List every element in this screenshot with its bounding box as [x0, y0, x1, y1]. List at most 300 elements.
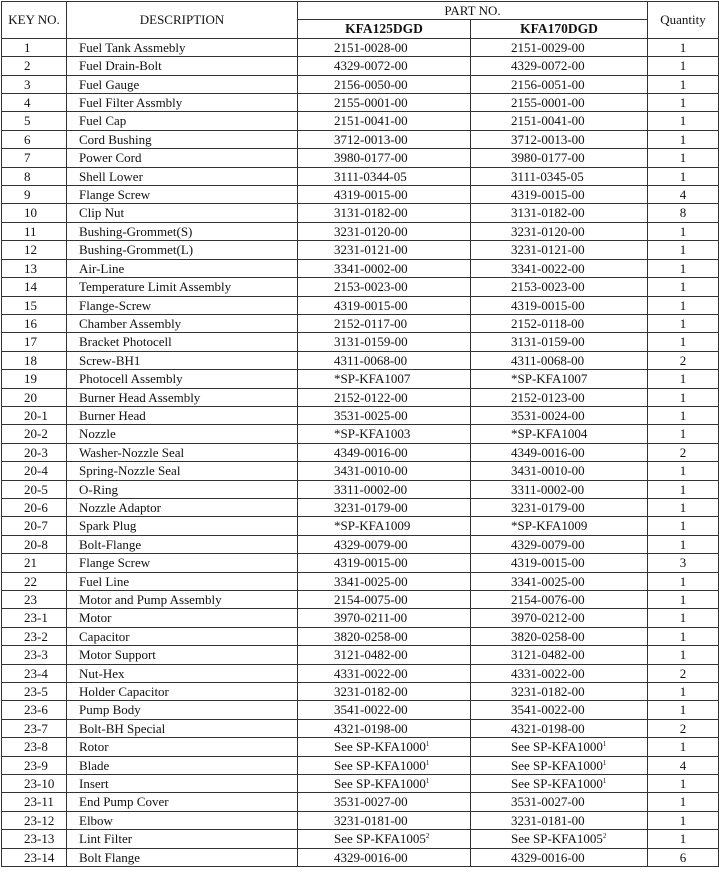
key-no-cell [2, 333, 67, 351]
part-kfa125dgd-cell-text: 3820-0258-00 [334, 628, 408, 644]
quantity-cell-text: 1 [679, 95, 687, 111]
part-kfa170dgd-cell [471, 38, 648, 56]
description-cell-text: Bushing-Grommet(S) [79, 223, 193, 239]
quantity-cell-text: 2 [679, 444, 687, 460]
description-cell-text: Flange-Screw [79, 297, 152, 313]
description-cell [67, 149, 298, 167]
key-no-cell-text: 7 [24, 150, 31, 166]
description-cell [67, 94, 298, 112]
part-kfa125dgd-cell [298, 701, 471, 719]
description-cell [67, 296, 298, 314]
description-cell-text: Elbow [79, 812, 113, 828]
key-no-cell [2, 149, 67, 167]
table-row [2, 241, 719, 259]
table-row [2, 462, 719, 480]
quantity-cell [648, 793, 719, 811]
description-cell-text: Fuel Cap [79, 113, 127, 129]
part-kfa125dgd-cell-text: 4319-0015-00 [334, 297, 408, 313]
table-row [2, 222, 719, 240]
part-kfa125dgd-cell-text: 3341-0002-00 [334, 260, 408, 276]
table-row [2, 149, 719, 167]
part-kfa170dgd-cell [471, 204, 648, 222]
key-no-cell-text: 20-8 [24, 536, 48, 552]
model-kfa125dgd-header: KFA125DGD [298, 20, 471, 38]
quantity-cell-text: 1 [679, 481, 687, 497]
quantity-cell [648, 333, 719, 351]
description-cell-text: Nozzle Adaptor [79, 499, 161, 515]
description-cell-text: Fuel Line [79, 573, 130, 589]
part-kfa170dgd-cell [471, 609, 648, 627]
part-kfa170dgd-cell-text: 3231-0121-00 [511, 242, 585, 258]
key-no-cell-text: 21 [24, 555, 37, 571]
key-no-cell [2, 296, 67, 314]
part-kfa170dgd-cell-text: See SP-KFA1000 [511, 739, 603, 755]
part-kfa125dgd-cell [298, 443, 471, 461]
part-kfa125dgd-cell [298, 38, 471, 56]
part-kfa170dgd-cell-text: 3531-0024-00 [511, 407, 585, 423]
quantity-cell [648, 425, 719, 443]
key-no-cell-text: 23-6 [24, 702, 48, 718]
description-cell-text: Motor [79, 610, 112, 626]
description-cell [67, 241, 298, 259]
description-cell-text: Chamber Assembly [79, 315, 182, 331]
key-no-cell [2, 775, 67, 793]
quantity-cell [648, 609, 719, 627]
key-no-cell-text: 20-3 [24, 444, 48, 460]
part-kfa125dgd-cell-text: 4319-0015-00 [334, 187, 408, 203]
part-kfa170dgd-cell-text: 3231-0181-00 [511, 812, 585, 828]
part-kfa125dgd-cell [298, 609, 471, 627]
part-kfa170dgd-cell-text: 2153-0023-00 [511, 279, 585, 295]
part-kfa170dgd-cell-text: 3431-0010-00 [511, 463, 585, 479]
part-kfa170dgd-cell-text: 4319-0015-00 [511, 555, 585, 571]
key-no-cell [2, 701, 67, 719]
quantity-cell [648, 756, 719, 774]
quantity-cell-text: 1 [679, 334, 687, 350]
part-kfa170dgd-cell-text: 4321-0198-00 [511, 720, 585, 736]
key-no-cell [2, 627, 67, 645]
quantity-cell-text: 2 [679, 720, 687, 736]
part-kfa125dgd-cell-text: 4311-0068-00 [334, 352, 408, 368]
part-kfa125dgd-cell [298, 683, 471, 701]
description-cell [67, 425, 298, 443]
table-row [2, 314, 719, 332]
part-kfa125dgd-cell [298, 793, 471, 811]
description-cell-text: Capacitor [79, 628, 130, 644]
table-row [2, 572, 719, 590]
key-no-cell-text: 23-2 [24, 628, 48, 644]
footnote-marker: 2 [602, 832, 607, 841]
description-cell-text: Bolt Flange [79, 849, 141, 865]
description-cell-text: Nozzle [79, 426, 116, 442]
part-kfa170dgd-cell-text: 3541-0022-00 [511, 702, 585, 718]
table-row [2, 517, 719, 535]
part-kfa170dgd-cell [471, 314, 648, 332]
description-cell [67, 683, 298, 701]
part-kfa125dgd-cell [298, 646, 471, 664]
description-cell-text: Motor Support [79, 647, 156, 663]
part-kfa125dgd-cell-text: 2151-0041-00 [334, 113, 408, 129]
part-kfa170dgd-cell [471, 591, 648, 609]
part-kfa170dgd-cell [471, 830, 648, 848]
description-cell-text: Holder Capacitor [79, 684, 169, 700]
part-kfa125dgd-cell-text: 3531-0027-00 [334, 794, 408, 810]
description-cell [67, 719, 298, 737]
key-no-cell-text: 23-12 [24, 812, 55, 828]
description-cell [67, 130, 298, 148]
part-kfa125dgd-cell [298, 333, 471, 351]
table-row [2, 609, 719, 627]
part-kfa125dgd-cell [298, 241, 471, 259]
description-cell [67, 75, 298, 93]
key-no-cell-text: 5 [24, 113, 31, 129]
description-cell-text: Fuel Drain-Bolt [79, 58, 162, 74]
part-kfa170dgd-cell-text: 4311-0068-00 [511, 352, 585, 368]
part-kfa170dgd-cell [471, 222, 648, 240]
quantity-cell [648, 259, 719, 277]
table-row [2, 296, 719, 314]
quantity-cell-text: 8 [679, 205, 687, 221]
description-cell-text: Pump Body [79, 702, 141, 718]
part-kfa125dgd-cell [298, 462, 471, 480]
part-kfa125dgd-cell-text: 4329-0079-00 [334, 536, 408, 552]
key-no-cell [2, 112, 67, 130]
quantity-cell [648, 664, 719, 682]
quantity-cell [648, 462, 719, 480]
part-kfa125dgd-cell-text: 2152-0117-00 [334, 315, 408, 331]
key-no-cell-text: 15 [24, 297, 37, 313]
key-no-cell [2, 683, 67, 701]
key-no-cell-text: 11 [24, 223, 37, 239]
key-no-cell [2, 94, 67, 112]
description-cell [67, 848, 298, 866]
quantity-cell-text: 1 [679, 831, 687, 847]
key-no-cell [2, 443, 67, 461]
part-kfa125dgd-cell-text: 3980-0177-00 [334, 150, 408, 166]
key-no-cell-text: 8 [24, 168, 31, 184]
part-kfa125dgd-cell [298, 627, 471, 645]
part-kfa170dgd-cell [471, 480, 648, 498]
parts-table [1, 1, 719, 867]
quantity-cell-text: 4 [679, 757, 687, 773]
description-cell [67, 811, 298, 829]
part-kfa170dgd-cell [471, 278, 648, 296]
description-cell-text: Lint Filter [79, 831, 133, 847]
part-kfa170dgd-cell-text: 2152-0123-00 [511, 389, 585, 405]
part-kfa125dgd-cell [298, 167, 471, 185]
quantity-cell [648, 314, 719, 332]
key-no-header: KEY NO. [2, 2, 67, 39]
quantity-cell-text: 1 [679, 499, 687, 515]
quantity-cell-text: 1 [679, 518, 687, 534]
quantity-cell-text: 1 [679, 76, 687, 92]
part-kfa170dgd-cell [471, 701, 648, 719]
description-cell [67, 370, 298, 388]
key-no-cell [2, 572, 67, 590]
part-kfa170dgd-cell [471, 75, 648, 93]
part-kfa125dgd-cell-text: 2152-0122-00 [334, 389, 408, 405]
description-cell-text: Power Cord [79, 150, 142, 166]
part-kfa170dgd-cell-text: See SP-KFA1000 [511, 776, 603, 792]
part-kfa125dgd-cell [298, 591, 471, 609]
part-kfa170dgd-cell [471, 241, 648, 259]
description-cell-text: Bracket Photocell [79, 334, 172, 350]
description-cell [67, 480, 298, 498]
description-cell [67, 627, 298, 645]
part-kfa125dgd-cell [298, 278, 471, 296]
quantity-cell [648, 572, 719, 590]
part-kfa170dgd-cell-text: *SP-KFA1004 [511, 426, 588, 442]
description-cell-text: Flange Screw [79, 555, 151, 571]
quantity-cell-text: 1 [679, 113, 687, 129]
quantity-cell-text: 1 [679, 168, 687, 184]
table-row [2, 112, 719, 130]
part-kfa170dgd-cell-text: 3311-0002-00 [511, 481, 585, 497]
part-kfa170dgd-cell-text: 3531-0027-00 [511, 794, 585, 810]
table-row [2, 738, 719, 756]
key-no-cell-text: 20-2 [24, 426, 48, 442]
part-kfa170dgd-cell [471, 572, 648, 590]
part-kfa170dgd-cell [471, 370, 648, 388]
part-kfa170dgd-cell [471, 554, 648, 572]
description-cell [67, 333, 298, 351]
key-no-cell-text: 6 [24, 131, 31, 147]
table-row [2, 627, 719, 645]
quantity-cell-text: 1 [679, 297, 687, 313]
part-kfa170dgd-cell-text: 3712-0013-00 [511, 131, 585, 147]
part-kfa170dgd-cell-text: 4331-0022-00 [511, 665, 585, 681]
part-kfa125dgd-cell-text: See SP-KFA1000 [334, 757, 426, 773]
description-cell-text: Bolt-BH Special [79, 720, 166, 736]
part-kfa170dgd-cell [471, 259, 648, 277]
description-cell [67, 609, 298, 627]
part-kfa170dgd-cell-text: See SP-KFA1000 [511, 757, 603, 773]
part-kfa170dgd-cell [471, 112, 648, 130]
description-cell [67, 664, 298, 682]
quantity-cell-text: 1 [679, 702, 687, 718]
part-kfa125dgd-cell [298, 572, 471, 590]
part-kfa125dgd-cell [298, 57, 471, 75]
key-no-cell [2, 167, 67, 185]
part-kfa125dgd-cell [298, 94, 471, 112]
key-no-cell-text: 13 [24, 260, 37, 276]
key-no-cell [2, 186, 67, 204]
quantity-cell-text: 2 [679, 352, 687, 368]
description-cell-text: Shell Lower [79, 168, 143, 184]
key-no-cell-text: 23 [24, 592, 37, 607]
footnote-marker: 1 [602, 777, 607, 786]
table-row [2, 388, 719, 406]
quantity-cell [648, 480, 719, 498]
description-cell [67, 535, 298, 553]
description-cell-text: Fuel Tank Assmebly [79, 39, 186, 55]
quantity-cell-text: 1 [679, 131, 687, 147]
quantity-cell-text: 3 [679, 555, 687, 571]
key-no-cell-text: 19 [24, 371, 37, 387]
description-cell [67, 351, 298, 369]
part-kfa125dgd-cell-text: 3131-0182-00 [334, 205, 408, 221]
quantity-cell [648, 775, 719, 793]
quantity-header: Quantity [648, 2, 719, 39]
description-cell-text: O-Ring [79, 481, 118, 497]
key-no-cell-text: 23-9 [24, 757, 48, 773]
table-row [2, 57, 719, 75]
description-cell [67, 775, 298, 793]
part-kfa125dgd-cell-text: 3970-0211-00 [334, 610, 408, 626]
part-kfa125dgd-cell-text: 4319-0015-00 [334, 555, 408, 571]
description-cell-text: Fuel Gauge [79, 76, 140, 92]
quantity-cell-text: 1 [679, 242, 687, 258]
part-kfa125dgd-cell-text: 3311-0002-00 [334, 481, 408, 497]
key-no-cell-text: 23-10 [24, 776, 55, 792]
description-cell [67, 591, 298, 609]
quantity-cell [648, 38, 719, 56]
part-kfa125dgd-cell-text: 4329-0016-00 [334, 849, 408, 865]
part-kfa125dgd-cell-text: 3111-0344-05 [334, 168, 407, 184]
part-kfa125dgd-cell-text: See SP-KFA1005 [334, 831, 426, 847]
part-kfa170dgd-cell [471, 738, 648, 756]
table-row [2, 75, 719, 93]
key-no-cell [2, 314, 67, 332]
quantity-cell-text: 1 [679, 812, 687, 828]
key-no-cell [2, 388, 67, 406]
description-cell-text: Motor and Pump Assembly [79, 592, 222, 607]
key-no-cell-text: 18 [24, 352, 37, 368]
part-kfa125dgd-cell-text: 3231-0179-00 [334, 499, 408, 515]
key-no-cell-text: 16 [24, 315, 37, 331]
description-cell [67, 406, 298, 424]
key-no-cell [2, 462, 67, 480]
key-no-cell [2, 130, 67, 148]
description-cell [67, 572, 298, 590]
description-header: DESCRIPTION [67, 2, 298, 39]
part-kfa125dgd-cell-text: 3231-0182-00 [334, 684, 408, 700]
quantity-cell-text: 2 [679, 665, 687, 681]
description-cell-text: Burner Head [79, 407, 146, 423]
part-kfa125dgd-cell-text: 4329-0072-00 [334, 58, 408, 74]
description-cell-text: Cord Bushing [79, 131, 152, 147]
quantity-cell-text: 1 [679, 536, 687, 552]
part-kfa170dgd-cell-text: 3231-0179-00 [511, 499, 585, 515]
part-kfa170dgd-cell [471, 149, 648, 167]
description-cell-text: Spark Plug [79, 518, 137, 534]
part-kfa125dgd-cell [298, 830, 471, 848]
part-kfa170dgd-cell [471, 388, 648, 406]
key-no-cell [2, 719, 67, 737]
table-row [2, 278, 719, 296]
part-kfa170dgd-cell-text: 3970-0212-00 [511, 610, 585, 626]
quantity-cell-text: 1 [679, 371, 687, 387]
key-no-cell [2, 370, 67, 388]
description-cell [67, 57, 298, 75]
key-no-cell-text: 2 [24, 58, 31, 74]
table-row [2, 848, 719, 866]
description-cell [67, 314, 298, 332]
quantity-cell-text: 4 [679, 187, 687, 203]
part-kfa170dgd-cell [471, 425, 648, 443]
part-kfa170dgd-cell-text: 3111-0345-05 [511, 168, 584, 184]
part-kfa170dgd-cell [471, 406, 648, 424]
footnote-marker: 1 [602, 740, 607, 749]
description-cell [67, 204, 298, 222]
footnote-marker: 1 [425, 740, 430, 749]
key-no-cell [2, 664, 67, 682]
key-no-cell [2, 278, 67, 296]
key-no-cell-text: 23-5 [24, 684, 48, 700]
key-no-cell [2, 609, 67, 627]
part-no-header: PART NO. [298, 2, 648, 20]
description-cell-text: Nut-Hex [79, 665, 125, 681]
part-kfa170dgd-cell-text: 2151-0029-00 [511, 39, 585, 55]
table-row [2, 406, 719, 424]
key-no-cell-text: 12 [24, 242, 37, 258]
description-cell-text: Bushing-Grommet(L) [79, 242, 194, 258]
footnote-marker: 1 [602, 758, 607, 767]
part-kfa170dgd-cell-text: 3341-0022-00 [511, 260, 585, 276]
part-kfa125dgd-cell-text: *SP-KFA1009 [334, 518, 411, 534]
description-cell [67, 793, 298, 811]
quantity-cell [648, 406, 719, 424]
part-kfa170dgd-cell-text: 4319-0015-00 [511, 187, 585, 203]
part-kfa125dgd-cell [298, 186, 471, 204]
part-kfa125dgd-cell-text: 3431-0010-00 [334, 463, 408, 479]
description-cell [67, 38, 298, 56]
table-row [2, 756, 719, 774]
description-cell [67, 443, 298, 461]
part-kfa170dgd-cell [471, 646, 648, 664]
part-kfa170dgd-cell-text: *SP-KFA1007 [511, 371, 588, 387]
quantity-cell [648, 811, 719, 829]
part-kfa170dgd-cell [471, 683, 648, 701]
part-kfa170dgd-cell [471, 296, 648, 314]
key-no-cell-text: 20-4 [24, 463, 48, 479]
part-kfa125dgd-cell [298, 554, 471, 572]
part-kfa170dgd-cell [471, 756, 648, 774]
part-kfa125dgd-cell [298, 738, 471, 756]
quantity-cell [648, 591, 719, 609]
key-no-cell-text: 23-13 [24, 831, 55, 847]
table-row [2, 775, 719, 793]
part-kfa170dgd-cell [471, 130, 648, 148]
part-kfa170dgd-cell [471, 333, 648, 351]
part-kfa170dgd-cell-text: 3131-0182-00 [511, 205, 585, 221]
description-cell-text: Flange Screw [79, 187, 151, 203]
part-kfa170dgd-cell [471, 811, 648, 829]
part-kfa170dgd-cell-text: 3820-0258-00 [511, 628, 585, 644]
description-cell [67, 167, 298, 185]
description-cell-text: Rotor [79, 739, 109, 755]
part-kfa170dgd-cell-text: 3231-0120-00 [511, 223, 585, 239]
part-kfa125dgd-cell-text: 3231-0181-00 [334, 812, 408, 828]
quantity-cell [648, 351, 719, 369]
part-kfa125dgd-cell [298, 259, 471, 277]
quantity-cell-text: 1 [679, 573, 687, 589]
quantity-cell [648, 830, 719, 848]
key-no-cell [2, 756, 67, 774]
quantity-cell [648, 57, 719, 75]
key-no-cell [2, 848, 67, 866]
key-no-cell [2, 591, 67, 609]
footnote-marker: 2 [425, 832, 430, 841]
part-kfa170dgd-cell [471, 57, 648, 75]
quantity-cell-text: 1 [679, 684, 687, 700]
description-cell [67, 112, 298, 130]
key-no-cell-text: 23-4 [24, 665, 48, 681]
quantity-cell-text: 1 [679, 794, 687, 810]
part-kfa125dgd-cell [298, 149, 471, 167]
quantity-cell-text: 1 [679, 592, 687, 607]
description-cell [67, 498, 298, 516]
